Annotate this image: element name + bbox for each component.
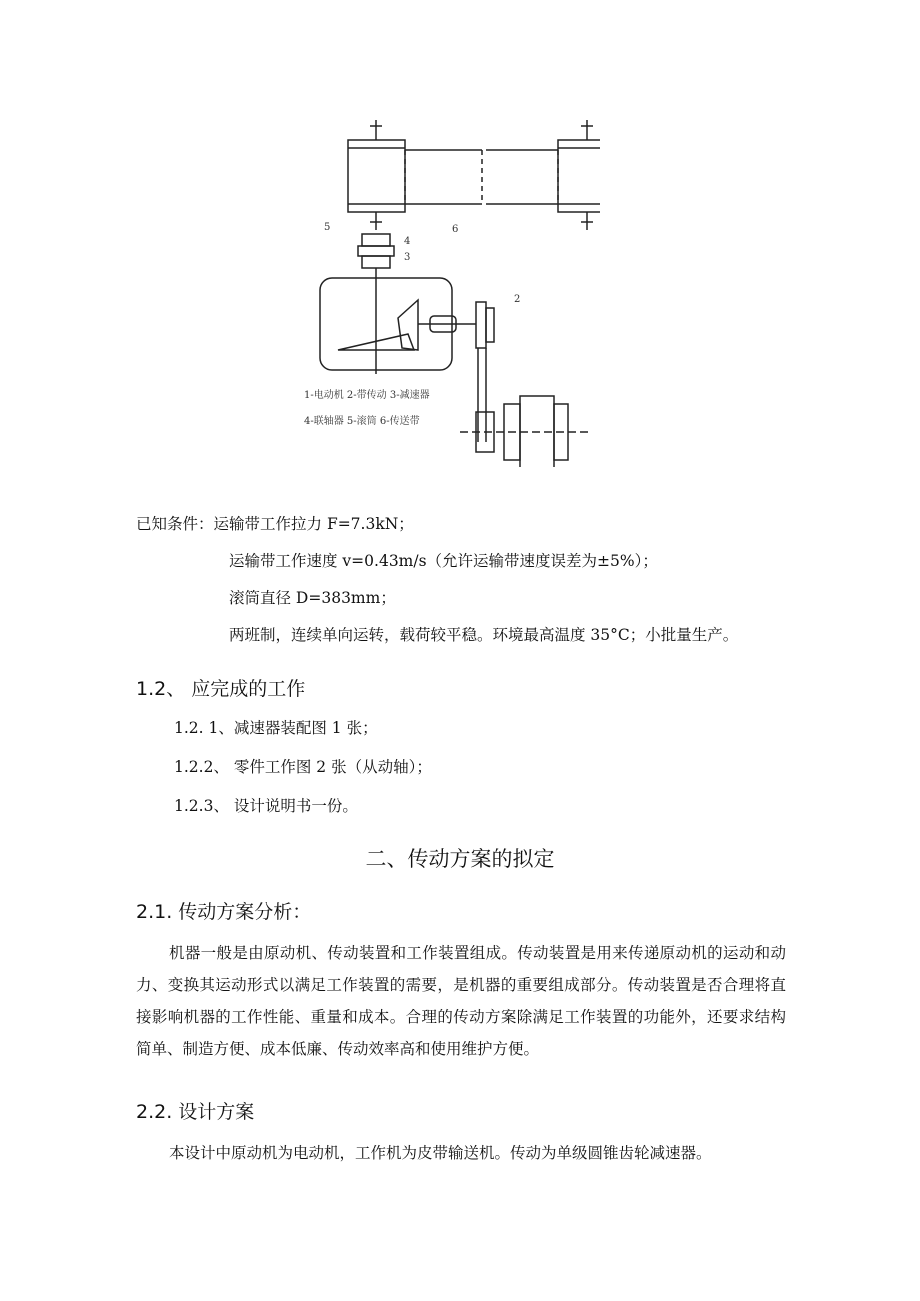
conditions-label: 已知条件： — [136, 515, 214, 533]
part-label-4: 4 — [404, 236, 411, 247]
section-2-1-heading: 2.1. 传动方案分析： — [136, 901, 312, 923]
part-label-6: 6 — [452, 224, 459, 235]
section-2-2-paragraph: 本设计中原动机为电动机，工作机为皮带输送机。传动为单级圆锥齿轮减速器。 — [169, 1144, 712, 1162]
work-item-3: 1.2.3、 设计说明书一份。 — [174, 797, 358, 815]
conditions-line-1 — [136, 514, 414, 534]
condition-working-environment: 两班制，连续单向运转，载荷较平稳。环境最高温度 35°C；小批量生产。 — [229, 626, 739, 644]
condition-pull-force: 运输带工作拉力 F=7.3kN； — [213, 515, 414, 533]
work-item-1: 1.2. 1、减速器装配图 1 张； — [174, 719, 378, 737]
part-label-3: 3 — [404, 252, 411, 263]
condition-drum-diameter: 滚筒直径 D=383mm； — [229, 589, 396, 607]
condition-belt-speed: 运输带工作速度 v=0.43m/s（允许运输带速度误差为±5%）； — [229, 552, 658, 570]
transmission-diagram — [290, 112, 600, 467]
chapter-2-title: 二、传动方案的拟定 — [365, 847, 555, 871]
part-label-5: 5 — [324, 222, 331, 233]
section-2-1-paragraph: 机器一般是由原动机、传动装置和工作装置组成。传动装置是用来传递原动机的运动和动力、变换其运动形式以满足工作装置的需要，是机器的重要组成部分。传动装置是否合理将直接影响机器的工作性能、重量和成本。合理的传动方案除满足工作装置的功能外，还要求结构简单、制造方便、成本低廉、传动效率高和使用维护方便。 — [136, 944, 786, 1058]
part-number-labels — [324, 222, 520, 305]
part-label-2: 2 — [514, 294, 521, 305]
work-item-2: 1.2.2、 零件工作图 2 张（从动轴）； — [174, 758, 432, 776]
figure-legend-row1: 1-电动机 2-带传动 3-减速器 — [304, 390, 430, 401]
section-2-2-heading: 2.2. 设计方案 — [136, 1101, 255, 1123]
figure-legend-row2: 4-联轴器 5-滚筒 6-传送带 — [304, 416, 420, 427]
section-1-2-heading: 1.2、 应完成的工作 — [136, 678, 306, 700]
